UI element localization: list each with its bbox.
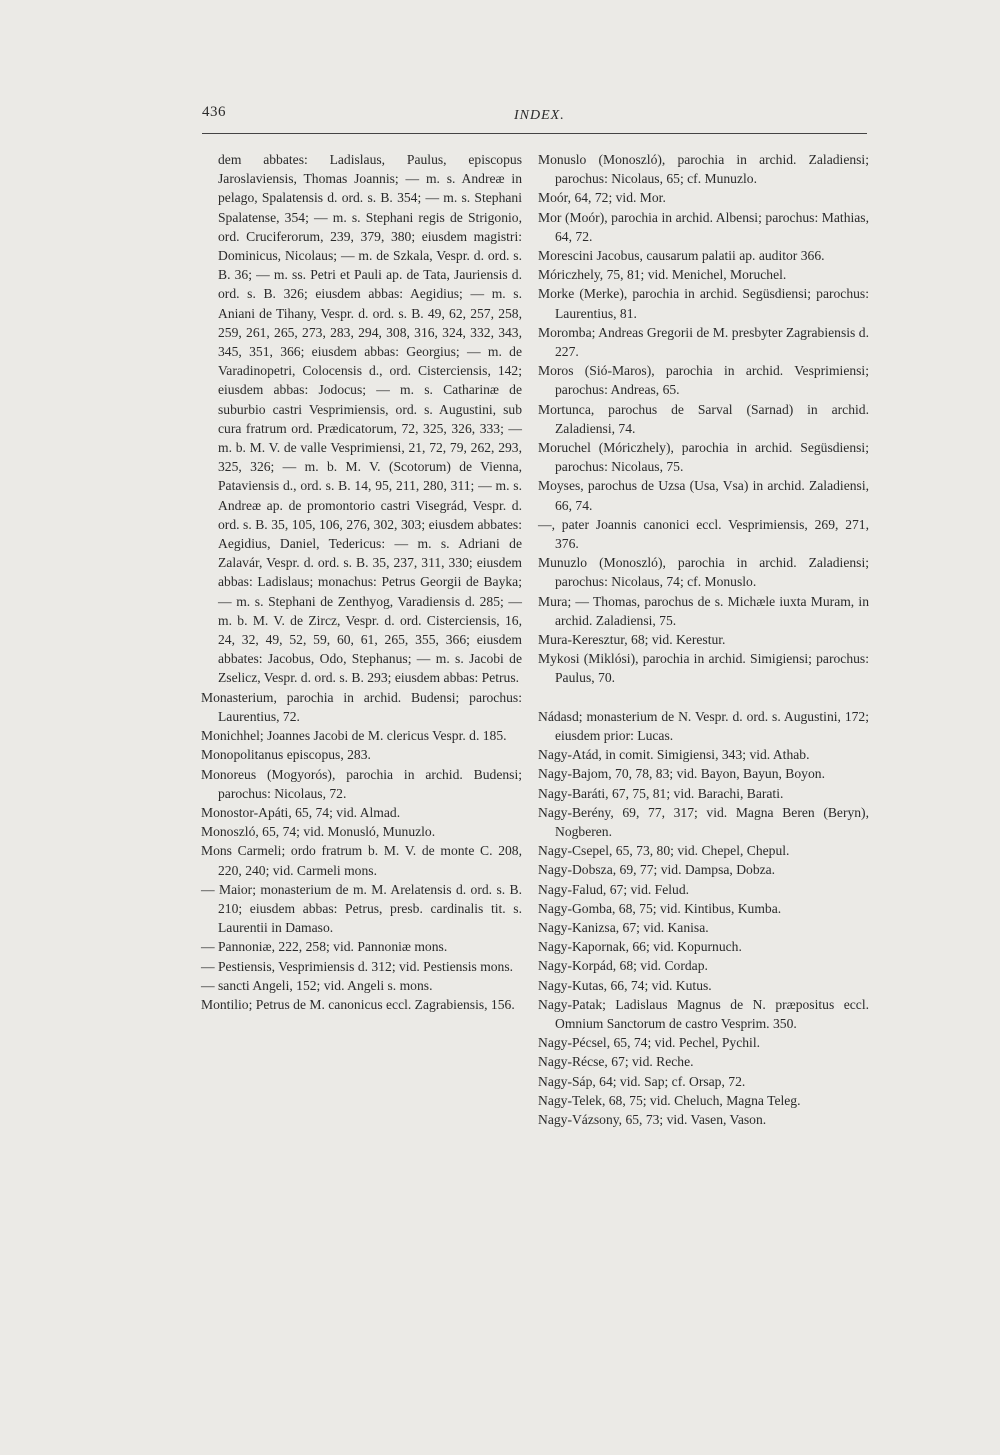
index-entry: Nagy-Kutas, 66, 74; vid. Kutus.	[538, 977, 712, 993]
index-entry: Mura-Keresztur, 68; vid. Kerestur.	[538, 632, 726, 648]
index-entry: Moros (Sió-Maros), parochia in archid. Vesprimiensi; parochus: Andreas, 65.	[538, 363, 869, 398]
index-entry: Nagy-Gomba, 68, 75; vid. Kintibus, Kumba.	[538, 900, 782, 916]
running-title: INDEX.	[514, 108, 565, 123]
index-entry: Nagy-Patak; Ladislaus Magnus de N. præpositus eccl. Omnium Sanctorum de castro Vesprim. 350.	[538, 996, 869, 1031]
index-entry: Nagy-Korpád, 68; vid. Cordap.	[538, 958, 708, 974]
index-entry: Mons Carmeli; ordo fratrum b. M. V. de monte C. 208, 220, 240; vid. Carmeli mons.	[201, 843, 522, 878]
index-entry: Nagy-Kanizsa, 67; vid. Kanisa.	[538, 919, 709, 935]
index-entry: — sancti Angeli, 152; vid. Angeli s. mons.	[201, 977, 433, 993]
index-entry: Nagy-Pécsel, 65, 74; vid. Pechel, Pychil.	[538, 1035, 760, 1051]
index-entry: Monasterium, parochia in archid. Budensi; parochus: Laurentius, 72.	[201, 689, 522, 724]
index-entry: Nagy-Kapornak, 66; vid. Kopurnuch.	[538, 939, 742, 955]
index-entry: Monuslo (Monoszló), parochia in archid. Zaladiensi; parochus: Nicolaus, 65; cf. Munuzlo.	[538, 152, 869, 187]
index-entry: Mura; — Thomas, parochus de s. Michæle iuxta Muram, in archid. Zaladiensi, 75.	[538, 593, 869, 628]
index-entry: Nagy-Récse, 67; vid. Reche.	[538, 1054, 694, 1070]
index-entry: Monichhel; Joannes Jacobi de M. clericus Vespr. d. 185.	[201, 728, 507, 744]
index-entry: Monoszló, 65, 74; vid. Monusló, Munuzlo.	[201, 824, 436, 840]
index-entry: —, pater Joannis canonici eccl. Vesprimiensis, 269, 271, 376.	[538, 516, 869, 552]
index-entry: Nagy-Falud, 67; vid. Felud.	[538, 881, 690, 897]
index-entry: Moór, 64, 72; vid. Mor.	[538, 190, 666, 206]
index-entry: Nagy-Sáp, 64; vid. Sap; cf. Orsap, 72.	[538, 1073, 746, 1089]
index-entry: Montilio; Petrus de M. canonicus eccl. Zagrabiensis, 156.	[201, 996, 515, 1012]
left-column	[201, 150, 522, 1014]
index-entry: — Pestiensis, Vesprimiensis d. 312; vid. Pestiensis mons.	[201, 958, 514, 974]
index-entry: Nagy-Telek, 68, 75; vid. Cheluch, Magna Teleg.	[538, 1092, 801, 1108]
index-entry: Mykosi (Miklósi), parochia in archid. Simigiensi; parochus: Paulus, 70.	[538, 651, 869, 686]
index-entry: Moromba; Andreas Gregorii de M. presbyter Zagrabiensis d. 227.	[538, 324, 869, 360]
index-entry: Moruchel (Móriczhely), parochia in archid. Següsdiensi; parochus: Nicolaus, 75.	[538, 440, 869, 475]
index-entry: Munuzlo (Monoszló), parochia in archid. Zaladiensi; parochus: Nicolaus, 74; cf. Monuslo.	[538, 555, 869, 590]
index-entry: — Maior; monasterium de m. M. Arelatensis d. ord. s. B. 210; eiusdem abbas: Petrus, presb. cardinalis tit. s. Laurentii in Damaso.	[201, 881, 522, 936]
index-entry: Nagy-Csepel, 65, 73, 80; vid. Chepel, Chepul.	[538, 843, 790, 859]
index-entry: Nagy-Bajom, 70, 78, 83; vid. Bayon, Bayun, Boyon.	[538, 766, 825, 782]
index-entry: Morke (Merke), parochia in archid. Següsdiensi; parochus: Laurentius, 81.	[538, 286, 869, 321]
index-entry: Monostor-Apáti, 65, 74; vid. Almad.	[201, 804, 401, 820]
page-number: 436	[202, 104, 226, 120]
index-entry: Nagy-Berény, 69, 77, 317; vid. Magna Beren (Beryn), Nogberen.	[538, 804, 869, 839]
index-entry: Monoreus (Mogyorós), parochia in archid. Budensi; parochus: Nicolaus, 72.	[201, 766, 522, 801]
index-entry: Nagy-Atád, in comit. Simigiensi, 343; vid. Athab.	[538, 747, 810, 763]
index-entry: Nagy-Vázsony, 65, 73; vid. Vasen, Vason.	[538, 1111, 767, 1127]
index-entry: Nagy-Baráti, 67, 75, 81; vid. Barachi, Barati.	[538, 785, 784, 801]
index-entry-continuation: dem abbates: Ladislaus, Paulus, episcopus Jaroslaviensis, Thomas Joannis; — m. s. Andreæ in pelago, Spalatensis d. ord. s. B. 354; — m. s. Stephani Spalatense, 354; — m. s. Stephani regis de Strigonio, ord. Cruciferorum, 239, 379, 380; eiusdem magistri: Dominicus, Nicolaus; — m. de Szkala, Vespr. d. ord. s. B. 36; — m. ss. Petri et Pauli ap. de Tata, Jauriensis d. ord. s. B. 326; eiusdem abbas: Aegidius; — m. s. Aniani de Tihany, Vespr. d. ord. s. B. 49, 62, 257, 258, 259, 261, 265, 273, 283, 294, 308, 316, 324, 332, 343, 345, 351, 366; eiusdem abbas: Georgius; — m. de Varadinopetri, Colocensis d., ord. Cisterciensis, 142; eiusdem abbas: Jodocus; — m. s. Catharinæ de suburbio castri Vesprimiensis, ord. s. Augustini, sub cura fratrum ord. Prædicatorum, 72, 325, 326, 333; — m. b. M. V. de valle Vesprimiensi, 21, 72, 79, 262, 293, 325, 326; — m. b. M. V. (Scotorum) de Vienna, Pataviensis d., ord. s. B. 14, 95, 211, 280, 311; — m. s. Andreæ ap. de promontorio castri Visegrád, Vespr. d. ord. s. B. 35, 105, 106, 276, 302, 303; eiusdem abbates: Aegidius, Daniel, Tedericus: — m. s. Adriani de Zalavár, Vespr. d. ord. s. B. 35, 237, 311, 330; eiusdem abbas: Ladislaus; monachus: Petrus Georgii de Bayka; — m. s. Stephani de Zenthyog, Varadiensis d. 285; — m. b. M. V. de Zircz, Vespr. d. ord. Cisterciensis, 16, 24, 32, 49, 52, 59, 60, 61, 265, 355, 366; eiusdem abbates: Jacobus, Odo, Stephanus; — m. s. Jacobi de Zselicz, Vespr. d. ord. s. B. 293; eiusdem abbas: Petrus.	[218, 152, 522, 686]
index-entry: — Pannoniæ, 222, 258; vid. Pannoniæ mons.	[201, 939, 448, 955]
header-rule	[202, 133, 867, 134]
index-entry: Móriczhely, 75, 81; vid. Menichel, Moruchel.	[538, 267, 787, 283]
section-gap	[538, 688, 869, 707]
index-entry: Mor (Moór), parochia in archid. Albensi; parochus: Mathias, 64, 72.	[538, 209, 869, 244]
index-entry: Moyses, parochus de Uzsa (Usa, Vsa) in archid. Zaladiensi, 66, 74.	[538, 478, 869, 513]
right-column	[538, 150, 869, 1129]
index-entry: Morescini Jacobus, causarum palatii ap. auditor 366.	[538, 248, 825, 264]
index-entry: Monopolitanus episcopus, 283.	[201, 747, 371, 763]
index-entry: Mortunca, parochus de Sarval (Sarnad) in archid. Zaladiensi, 74.	[538, 401, 869, 436]
index-entry: Nagy-Dobsza, 69, 77; vid. Dampsa, Dobza.	[538, 862, 776, 878]
index-entry: Nádasd; monasterium de N. Vespr. d. ord. s. Augustini, 172; eiusdem prior: Lucas.	[538, 708, 869, 743]
